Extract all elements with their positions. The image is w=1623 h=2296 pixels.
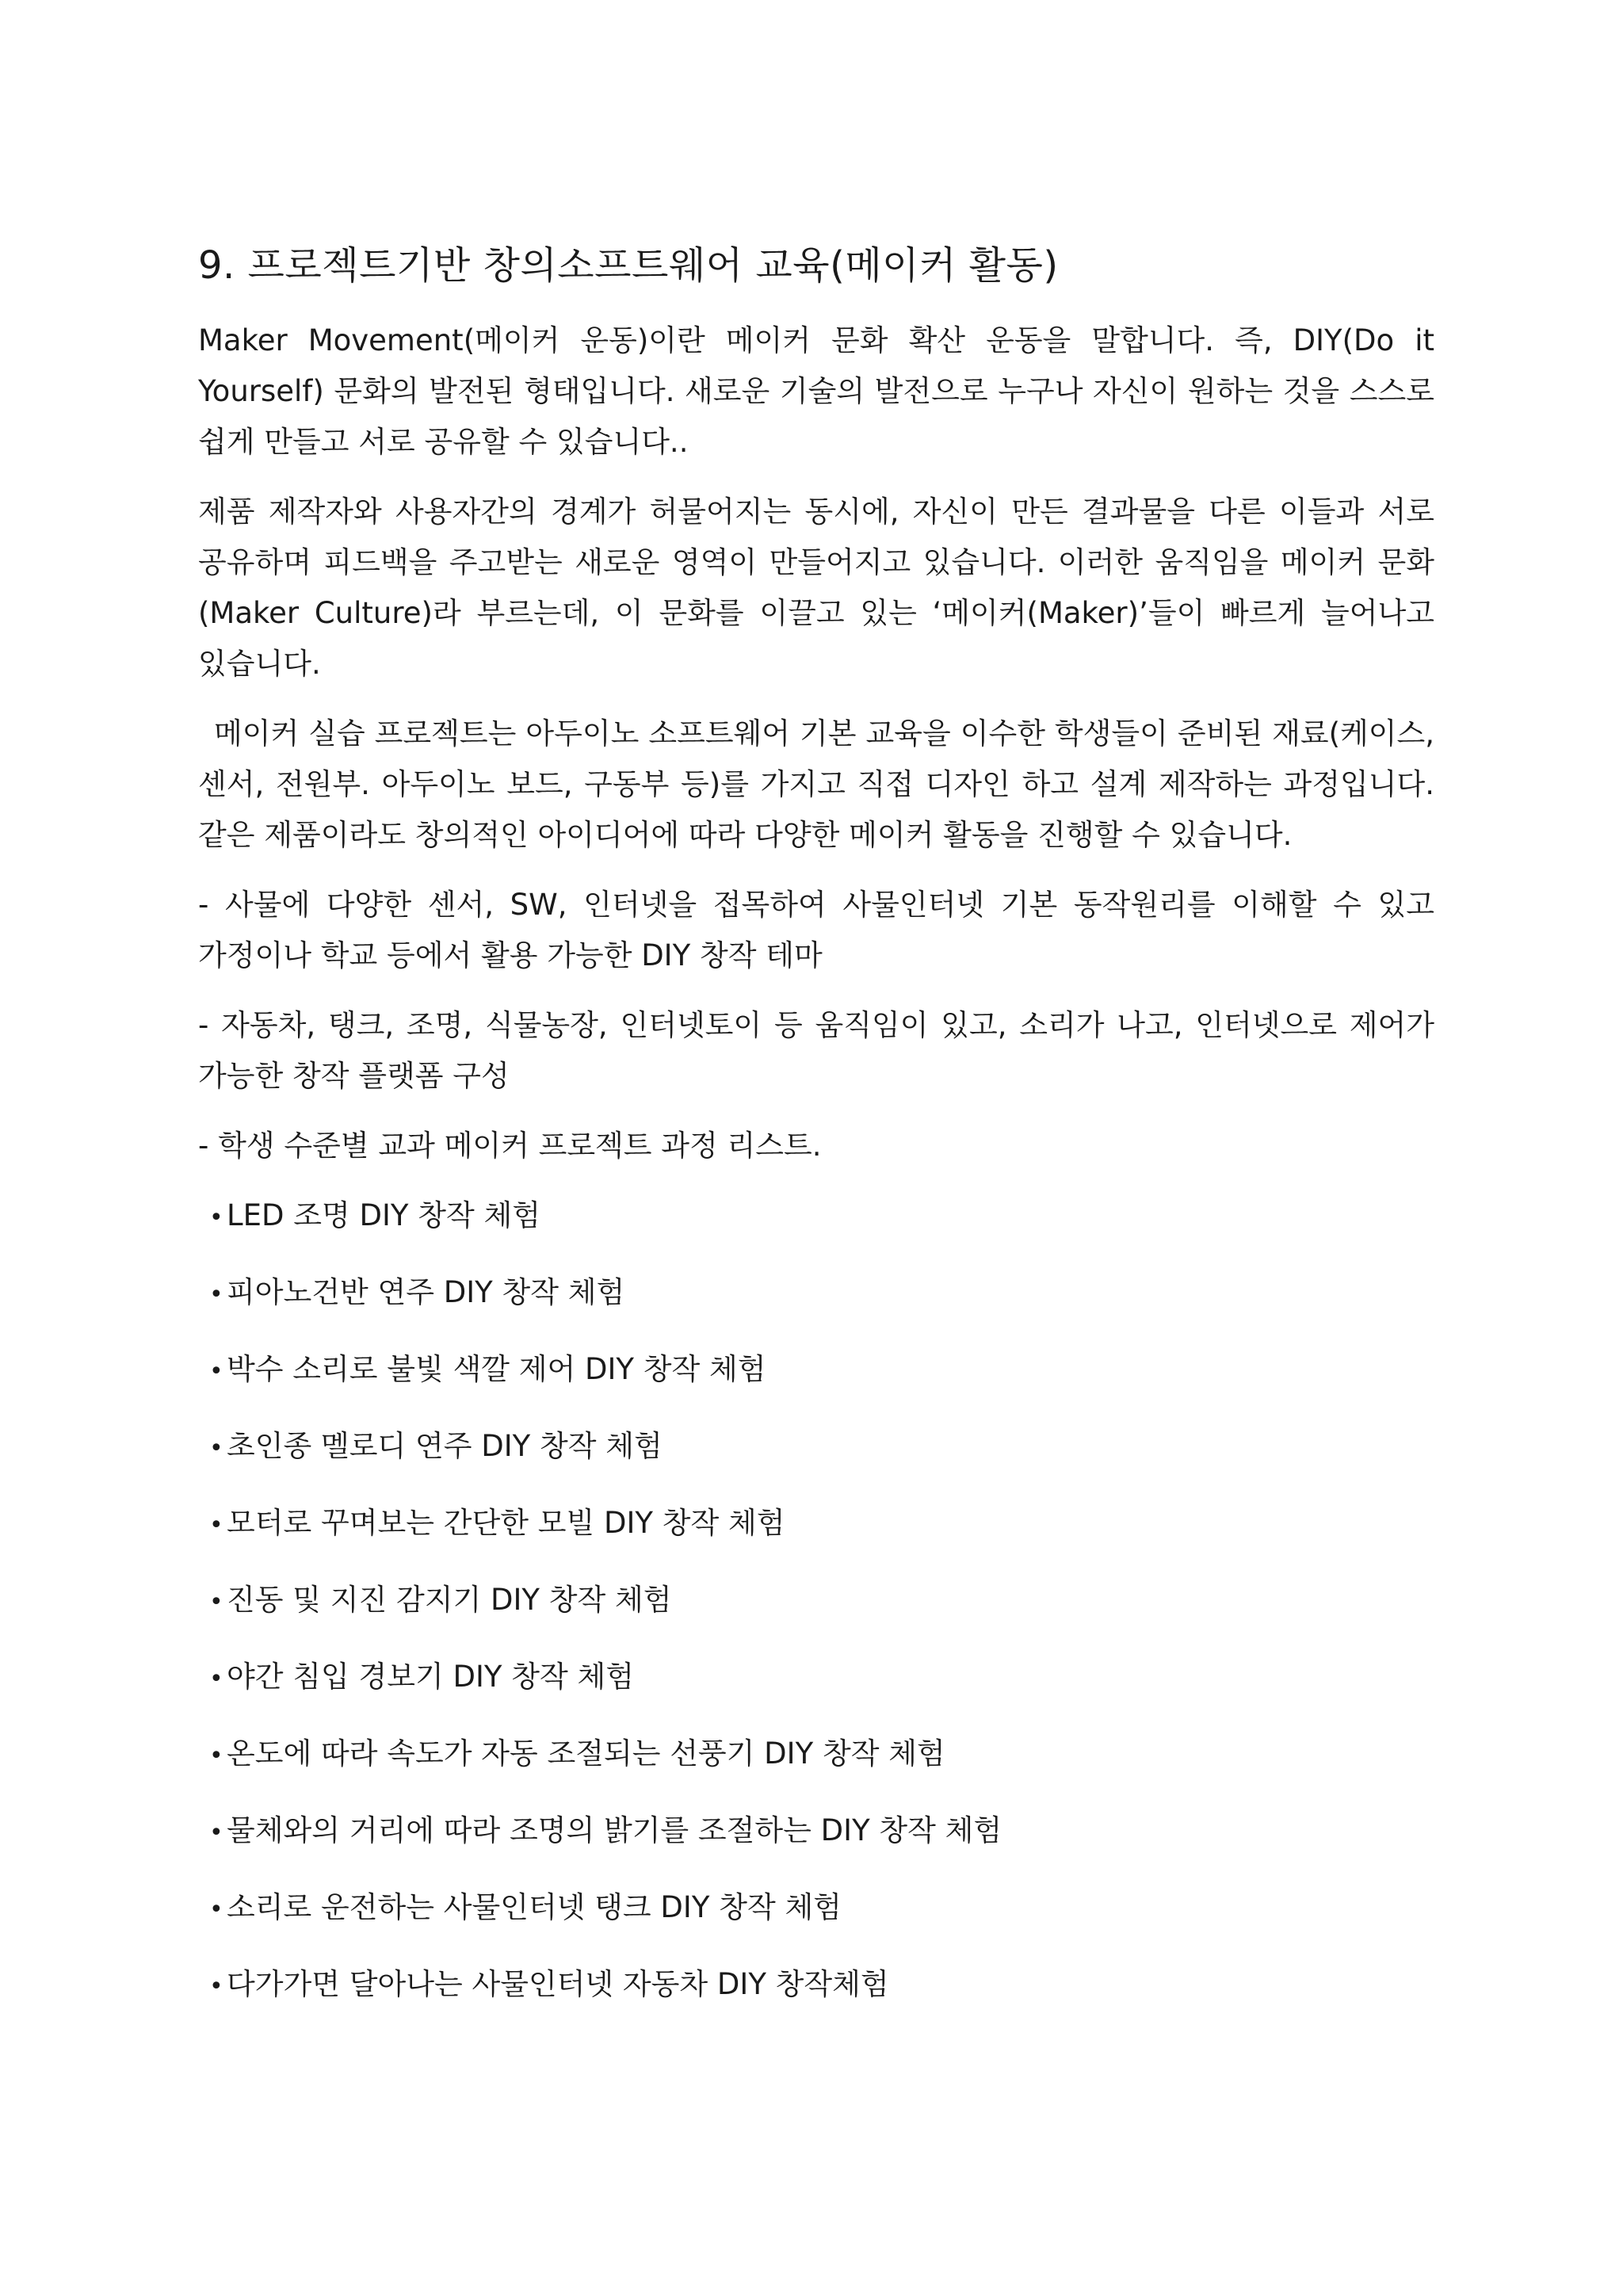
list-item (198, 1652, 1434, 1705)
dash-item-course-list: - 학생 수준별 교과 메이커 프로젝트 과정 리스트. (198, 1129, 822, 1163)
bullet-icon: • (209, 1588, 223, 1616)
dash-item-platform: - 자동차, 탱크, 조명, 식물농장, 인터넷토이 등 움직임이 있고, 소리가 나고, 인터넷으로 제어가 가능한 창작 플랫폼 구성 (198, 1008, 1434, 1093)
bullet-icon: • (209, 1742, 223, 1770)
course-bullet-list (198, 1190, 1434, 2012)
list-item-text: 초인종 멜로디 연주 DIY 창작 체험 (227, 1429, 663, 1463)
bullet-icon: • (209, 1665, 223, 1693)
paragraph-maker-movement: Maker Movement(메이커 운동)이란 메이커 문화 확산 운동을 말합니다. 즉, DIY(Do it Yourself) 문화의 발전된 형태입니다. 새로운 기술의 발전으로 누구나 자신이 원하는 것을 스스로 쉽게 만들고 서로 공유할 수 있습니다.. (198, 323, 1434, 459)
list-item-text: 박수 소리로 불빛 색깔 제어 DIY 창작 체험 (227, 1352, 766, 1386)
list-item (198, 1882, 1434, 1935)
list-item (198, 1729, 1434, 1782)
list-item-text: 물체와의 거리에 따라 조명의 밝기를 조절하는 DIY 창작 체험 (227, 1813, 1002, 1847)
list-item (198, 1575, 1434, 1628)
list-item-text: 소리로 운전하는 사물인터넷 탱크 DIY 창작 체험 (227, 1890, 842, 1924)
list-item (198, 1344, 1434, 1397)
paragraph-maker-culture: 제품 제작자와 사용자간의 경계가 허물어지는 동시에, 자신이 만든 결과물을 다른 이들과 서로 공유하며 피드백을 주고받는 새로운 영역이 만들어지고 있습니다. 이러한 움직임을 메이커 문화(Maker Culture)라 부르는데, 이 문화를 이끌고 있는 ‘메이커(Maker)’들이 빠르게 늘어나고 있습니다. (198, 495, 1434, 681)
list-item-text: 다가가면 달아나는 사물인터넷 자동차 DIY 창작체험 (227, 1967, 889, 2001)
bullet-icon: • (209, 1511, 223, 1539)
bullet-icon: • (209, 1281, 223, 1308)
list-item-text: 야간 침입 경보기 DIY 창작 체험 (227, 1660, 634, 1694)
bullet-icon: • (209, 1204, 223, 1232)
list-item-text: 모터로 꾸며보는 간단한 모빌 DIY 창작 체험 (227, 1506, 785, 1540)
list-item (198, 1805, 1434, 1859)
section-title: 9. 프로젝트기반 창의소프트웨어 교육(메이커 활동) (198, 243, 1059, 288)
list-item-text: 온도에 따라 속도가 자동 조절되는 선풍기 DIY 창작 체험 (227, 1736, 945, 1771)
paragraph-maker-project: 메이커 실습 프로젝트는 아두이노 소프트웨어 기본 교육을 이수한 학생들이 준비된 재료(케이스, 센서, 전원부. 아두이노 보드, 구동부 등)를 가지고 직접 디자인 하고 설계 제작하는 과정입니다. 같은 제품이라도 창의적인 아이디어에 따라 다양한 메이커 활동을 진행할 수 있습니다. (198, 716, 1434, 852)
list-item-text: 피아노건반 연주 DIY 창작 체험 (227, 1275, 625, 1309)
list-item-text: LED 조명 DIY 창작 체험 (227, 1198, 540, 1232)
bullet-icon: • (209, 1973, 223, 2000)
list-item (198, 1421, 1434, 1474)
list-item (198, 1190, 1434, 1244)
dash-item-iot-theme: - 사물에 다양한 센서, SW, 인터넷을 접목하여 사물인터넷 기본 동작원리를 이해할 수 있고 가정이나 학교 등에서 활용 가능한 DIY 창작 테마 (198, 888, 1434, 972)
bullet-icon: • (209, 1819, 223, 1847)
bullet-icon: • (209, 1435, 223, 1462)
bullet-icon: • (209, 1896, 223, 1924)
list-item-text: 진동 및 지진 감지기 DIY 창작 체험 (227, 1583, 672, 1617)
list-item (198, 1959, 1434, 2012)
bullet-icon: • (209, 1358, 223, 1385)
list-item (198, 1498, 1434, 1551)
document-page (198, 238, 1434, 2036)
list-item (198, 1267, 1434, 1320)
